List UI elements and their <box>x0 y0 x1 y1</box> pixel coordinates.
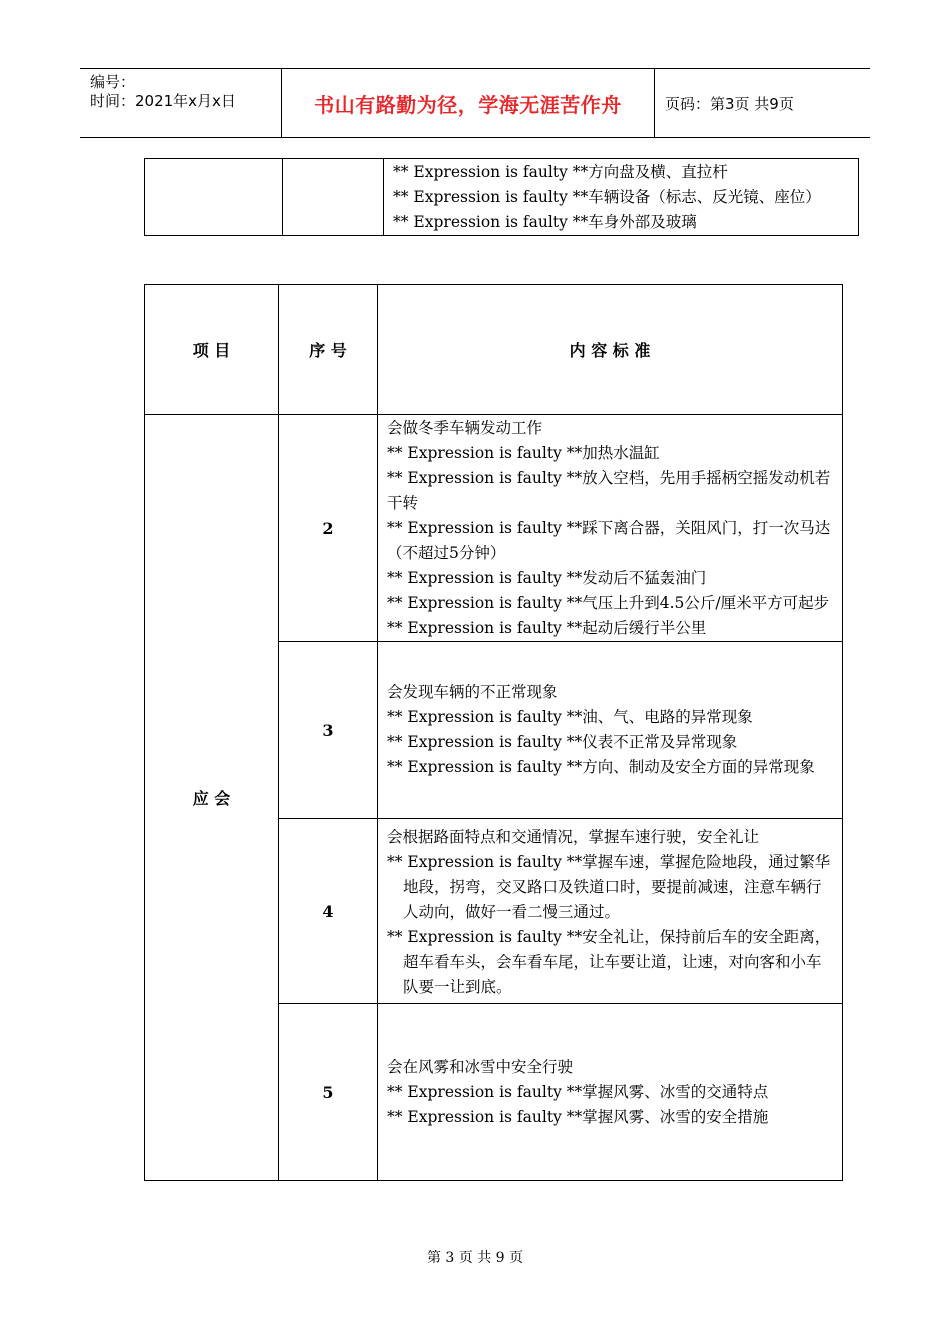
continuation-content-cell <box>384 159 859 236</box>
page-footer: 第 3 页 共 9 页 <box>426 1250 524 1266</box>
header-content: 内 容 标 准 <box>378 285 843 415</box>
document-time-label: 时间：2021年x月x日 <box>90 92 236 110</box>
table-header-row <box>145 285 843 415</box>
header-item: 项 目 <box>145 285 279 415</box>
seq-cell: 2 <box>279 415 378 642</box>
content-cell <box>378 415 843 642</box>
seq-cell: 4 <box>279 819 378 1004</box>
content-line: ** Expression is faulty **起动后缓行半公里 <box>387 619 707 637</box>
standards-table <box>144 284 843 1181</box>
header-seq: 序 号 <box>279 285 378 415</box>
content-cell <box>378 642 843 819</box>
header-motto: 书山有路勤为径，学海无涯苦作舟 <box>314 92 622 117</box>
content-line: ** Expression is faulty **掌握风雾、冰雪的安全措施 <box>387 1107 769 1126</box>
content-line: ** Expression is faulty **放入空档，先用手摇柄空摇发动机若 <box>387 469 831 487</box>
content-line: ** Expression is faulty **气压上升到4.5公斤/厘米平方可起步 <box>387 594 830 612</box>
content-line: ** Expression is faulty **油、气、电路的异常现象 <box>387 708 753 726</box>
content-line: 会根据路面特点和交通情况，掌握车速行驶，安全礼让 <box>387 828 760 846</box>
content-line: 会发现车辆的不正常现象 <box>387 683 558 701</box>
continuation-item-cell <box>145 159 283 236</box>
table-row <box>145 415 843 642</box>
content-line: ** Expression is faulty **踩下离合器，关阻风门，打一次马达 <box>387 519 831 537</box>
continuation-table <box>144 158 859 236</box>
content-line: 会做冬季车辆发动工作 <box>387 419 543 437</box>
content-line: ** Expression is faulty **方向、制动及安全方面的异常现象 <box>387 758 815 776</box>
page-header <box>80 68 870 138</box>
seq-cell: 5 <box>279 1004 378 1181</box>
content-line: ** Expression is faulty **加热水温缸 <box>387 444 660 462</box>
content-line: 干转 <box>387 494 419 512</box>
content-line: ** Expression is faulty **仪表不正常及异常现象 <box>387 733 738 751</box>
seq-cell: 3 <box>279 642 378 819</box>
header-motto-cell <box>282 69 655 137</box>
content-cell <box>378 1004 843 1181</box>
content-line: ** Expression is faulty **发动后不猛轰油门 <box>387 569 707 587</box>
header-meta-cell <box>80 69 282 137</box>
category-label: 应 会 <box>192 789 231 808</box>
category-cell <box>145 415 279 1181</box>
content-line: （不超过5分钟） <box>387 544 506 562</box>
content-line: 会在风雾和冰雪中安全行驶 <box>387 1057 574 1076</box>
continuation-seq-cell <box>283 159 384 236</box>
content-line: ** Expression is faulty **车身外部及玻璃 <box>393 213 697 231</box>
content-line: ** Expression is faulty **安全礼让，保持前后车的安全距离，超车看车头，会车看车尾，让车要让道，让速，对向客和小车队要一让到底。 <box>387 928 831 996</box>
content-line: ** Expression is faulty **掌握风雾、冰雪的交通特点 <box>387 1082 769 1101</box>
header-page-cell <box>655 69 870 137</box>
content-line: ** Expression is faulty **方向盘及横、直拉杆 <box>393 163 728 181</box>
content-line: ** Expression is faulty **车辆设备（标志、反光镜、座位） <box>393 188 821 206</box>
header-page-info: 页码：第3页 共9页 <box>665 94 794 113</box>
content-cell <box>378 819 843 1004</box>
content-line: ** Expression is faulty **掌握车速，掌握危险地段，通过繁华地段，拐弯，交叉路口及铁道口时，要提前减速，注意车辆行人动向，做好一看二慢三通过。 <box>387 853 831 921</box>
document-number-label: 编号： <box>90 73 136 91</box>
